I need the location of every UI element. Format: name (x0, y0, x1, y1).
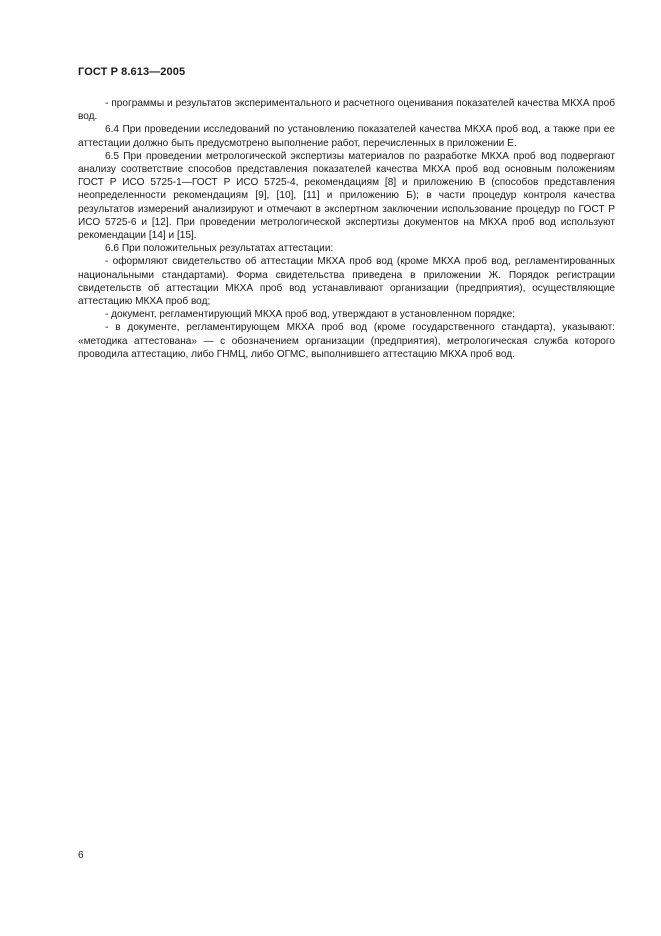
document-body (78, 97, 615, 361)
paragraph-6-5: 6.5 При проведении метрологической экспертизы материалов по разработке МКХА проб вод подвергают анализу соответствие способов представления показателей качества МКХА проб вод основным положениям ГОСТ Р ИСО 5725-1—ГОСТ Р ИСО 5725-4, рекомендациям [8] и приложению В (способов представления неопределенности рекомендациям [9], [10], [11] и приложению Б); в части процедур контроля качества результатов измерений анализируют и отмечают в экспертном заключении использование процедур по ГОСТ Р ИСО 5725-6 и [12]. При проведении метрологической экспертизы документов на МКХА проб вод используют рекомендации [14] и [15]. (78, 150, 615, 242)
paragraph-document-mark: - в документе, регламентирующем МКХА проб вод (кроме государственного стандарта), указывают: «методика аттестована» — с обозначением организации (предприятия), метрологическая служба которого проводила аттестацию, либо ГНМЦ, либо ОГМС, выполнившего аттестацию МКХА проб вод. (78, 322, 615, 360)
paragraph-6-4: 6.4 При проведении исследований по установлению показателей качества МКХА проб вод, а также при ее аттестации должно быть предусмотрено выполнение работ, перечисленных в приложении Е. (78, 124, 615, 149)
page-number: 6 (78, 850, 84, 861)
paragraph-programs-results: - программы и результатов экспериментального и расчетного оценивания показателей качества МКХА проб вод. (78, 98, 615, 123)
paragraph-6-6: 6.6 При положительных результатах аттестации: (105, 243, 334, 255)
paragraph-document-approval: - документ, регламентирующий МКХА проб вод, утверждают в установленном порядке; (105, 309, 516, 321)
paragraph-certificate: - оформляют свидетельство об аттестации МКХА проб вод (кроме МКХА проб вод, регламентированных национальными стандартами). Форма свидетельства приведена в приложении Ж. Порядок регистрации свидетельств об аттестации МКХА проб вод устанавливают организации (предприятия), осуществляющие аттестацию МКХА проб вод; (78, 256, 615, 308)
document-header: ГОСТ Р 8.613—2005 (78, 66, 186, 78)
